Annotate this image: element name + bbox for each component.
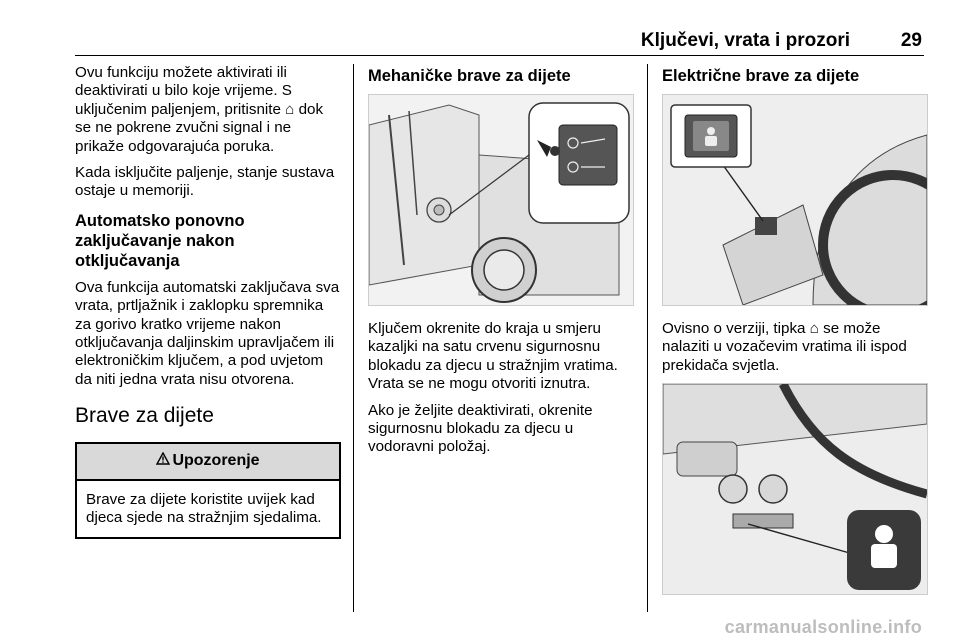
warning-text: Brave za dijete koristite uvijek kad djeca sjede na stražnjim sjedalima. <box>86 490 322 526</box>
dashboard-switch-illustration <box>662 383 928 595</box>
watermark: carmanualsonline.info <box>724 617 922 637</box>
paragraph: Ovu funkciju možete aktivirati ili deaktivirati u bilo koje vrijeme. S uključenim paljenjem, pritisnite ⌂ dok se ne pokrene zvučni signal i ne prikaže odgovarajuća poruka. <box>75 64 324 155</box>
column-2 <box>368 64 634 465</box>
header-title: Ključevi, vrata i prozori <box>640 30 850 51</box>
paragraph: Ključem okrenite do kraja u smjeru kazaljki na satu crvenu sigurnosnu blokadu za djecu u stražnjim vratima. Vrata se ne mogu otvoriti iznutra. <box>368 320 618 393</box>
column-3 <box>662 64 926 609</box>
page-number: 29 <box>900 30 922 51</box>
driver-door-switch-illustration <box>662 94 928 306</box>
section-heading: Električne brave za dijete <box>662 67 860 85</box>
column-divider-1 <box>353 64 354 612</box>
warning-header <box>77 444 339 481</box>
column-divider-2 <box>647 64 648 612</box>
paragraph: Kada isključite paljenje, stanje sustava ostaje u memoriji. <box>75 164 335 200</box>
section-heading: Mehaničke brave za dijete <box>368 67 571 85</box>
chapter-heading: Brave za dijete <box>75 404 214 428</box>
paragraph: Ako je željite deaktivirati, okrenite sigurnosnu blokadu za djecu u vodoravni položaj. <box>368 401 593 456</box>
paragraph: Ova funkcija automatski zaključava sva vrata, prtljažnik i zaklopku spremnika za gorivo kratko vrijeme nakon otključavanja daljinskim upravljačem ili elektroničkim ključem, a pod uvjetom da niti jedna vrata nisu otvorena. <box>75 278 340 388</box>
rear-door-child-lock-illustration <box>368 94 634 306</box>
section-heading: Automatsko ponovno zaključavanje nakon otključavanja <box>75 211 245 270</box>
header-rule <box>75 55 924 56</box>
warning-triangle-icon <box>156 452 170 470</box>
warning-box <box>75 442 341 540</box>
warning-title: Upozorenje <box>172 451 260 469</box>
column-1 <box>75 64 341 539</box>
paragraph: Ovisno o verziji, tipka ⌂ se može nalaziti u vozačevim vratima ili ispod prekidača svjetla. <box>662 320 907 374</box>
